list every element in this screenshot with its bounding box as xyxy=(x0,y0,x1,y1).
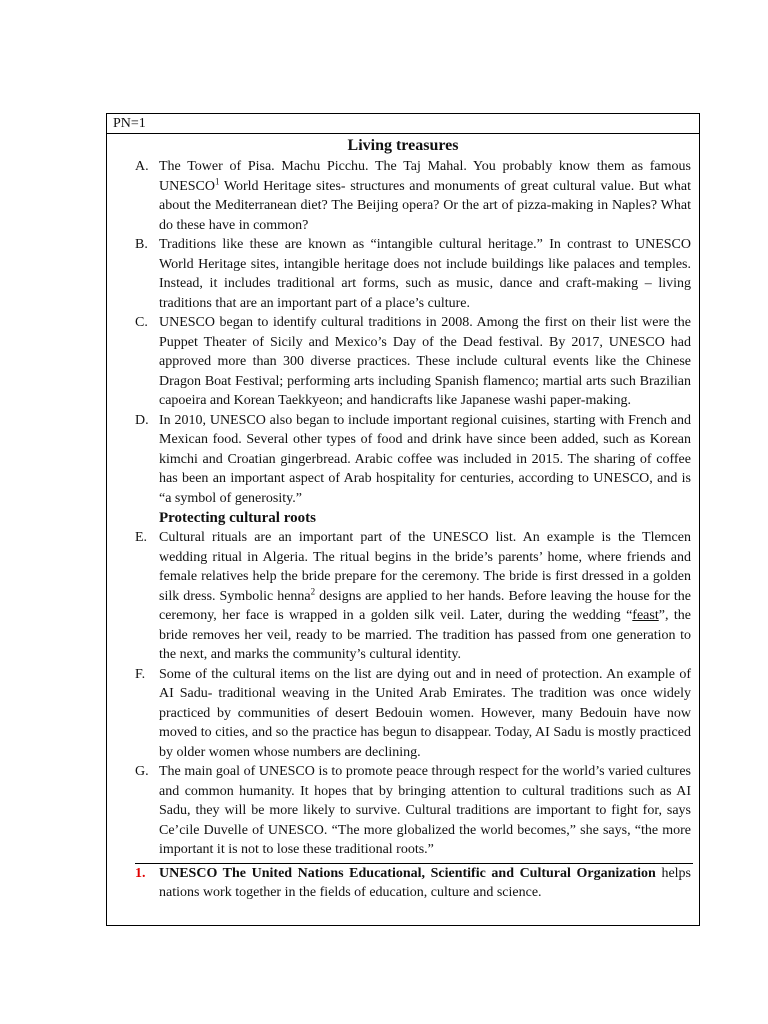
paragraph-text: World Heritage sites- structures and monuments of great cultural value. But what about the Mediterranean diet? The Beijing opera? Or the art of pizza-making in Naples? What do these have in common? xyxy=(159,178,691,233)
paragraph-text: ”, the bride removes her veil, ready to be married. The tradition has passed from one generation to the next, and marks the community’s cultural identity. xyxy=(159,608,692,662)
paragraph-list xyxy=(107,157,699,508)
footnote-number: 1. xyxy=(135,865,146,881)
paragraph-text: Traditions like these are known as “intangible cultural heritage.” In contrast to UNESCO World Heritage sites, intangible heritage does not include buildings like palaces and temples. Instead, it includes traditional art forms, such as music, dance and craft-making – living traditions that are an important part of a place’s culture. xyxy=(159,237,691,311)
paragraph-label: F. xyxy=(135,666,146,682)
paragraph-label: G. xyxy=(135,764,149,779)
paragraph-c xyxy=(107,313,699,411)
paragraph-text: Some of the cultural items on the list are dying out and in need of protection. An example of AI Sadu- traditional weaving in the United Arab Emirates. The tradition was once widely practiced by communities of desert Bedouin women. However, many Bedouin have now moved to cities, and so the practice has begun to disappear. Today, AI Sadu is mostly practiced by older women whose numbers are declining. xyxy=(159,666,691,760)
paragraph-text: In 2010, UNESCO also began to include important regional cuisines, starting with French and Mexican food. Several other types of food and drink have since been added, such as Korean kimchi and Croatian gingerbread. Arabic coffee was included in 2015. The sharing of coffee has been an important aspect of Arab hospitality for centuries, according to UNESCO, and is “a symbol of generosity.” xyxy=(159,412,691,506)
paragraph-label: A. xyxy=(135,159,149,174)
paragraph-text: The main goal of UNESCO is to promote peace through respect for the world’s varied cultures and common humanity. It hopes that by bringing attention to cultural traditions such as AI Sadu, they will be more likely to survive. Cultural traditions are important to fight for, says Ce’cile Duvelle of UNESCO. “The more globalized the world becomes,” she says, “the more important it is not to lose these traditional roots.” xyxy=(159,764,691,857)
paragraph-f xyxy=(107,665,699,763)
paragraph-label: C. xyxy=(135,315,148,330)
footnote-marker: 1 xyxy=(215,175,220,186)
footnote xyxy=(107,864,699,903)
underlined-word: feast xyxy=(632,608,659,623)
footnote-text: helps nations work together in the fields of education, culture and science. xyxy=(159,865,691,900)
footnote-marker: 2 xyxy=(310,585,316,596)
paragraph-d xyxy=(107,411,699,509)
section-heading: Protecting cultural roots xyxy=(159,510,316,526)
paragraph-b xyxy=(107,235,699,313)
paragraph-label: E. xyxy=(135,530,148,545)
paragraph-text: Cultural rituals are an important part of the UNESCO list. An example is the Tlemcen wedding ritual in Algeria. The ritual begins in the bride’s parents’ home, where friends and female relatives help the bride prepare for the ceremony. The bride is first dressed in a golden silk dress. Symbolic henna xyxy=(159,530,691,604)
paragraph-e xyxy=(107,528,699,665)
paragraph-a xyxy=(107,157,699,235)
paragraph-list-2 xyxy=(107,528,699,860)
passage-title: Living treasures xyxy=(347,137,459,154)
reading-passage-box xyxy=(106,113,700,926)
paragraph-label: B. xyxy=(135,237,148,252)
paragraph-text: designs are applied to her hands. Before leaving the house for the ceremony, her face is wrapped in a golden silk veil. Later, during the wedding “ xyxy=(159,588,691,623)
paragraph-text: UNESCO began to identify cultural traditions in 2008. Among the first on their list were the Puppet Theater of Sicily and Mexico’s Day of the Dead festival. By 2017, UNESCO had approved more than 300 diverse practices. These include cultural events like the Chinese Dragon Boat Festival; performing arts including Spanish flamenco; martial arts such Brazilian capoeira and Korean Taekkyeon; and handicrafts like Japanese washi paper-making. xyxy=(159,315,691,408)
paragraph-label: D. xyxy=(135,412,149,428)
paragraph-text: The Tower of Pisa. Machu Picchu. The Taj Mahal. You probably know them as famous UNESCO xyxy=(159,159,691,194)
footnote-term: UNESCO The United Nations Educational, Scientific and Cultural Organization xyxy=(159,865,656,881)
paragraph-g xyxy=(107,762,699,860)
page-number: PN=1 xyxy=(107,114,699,134)
